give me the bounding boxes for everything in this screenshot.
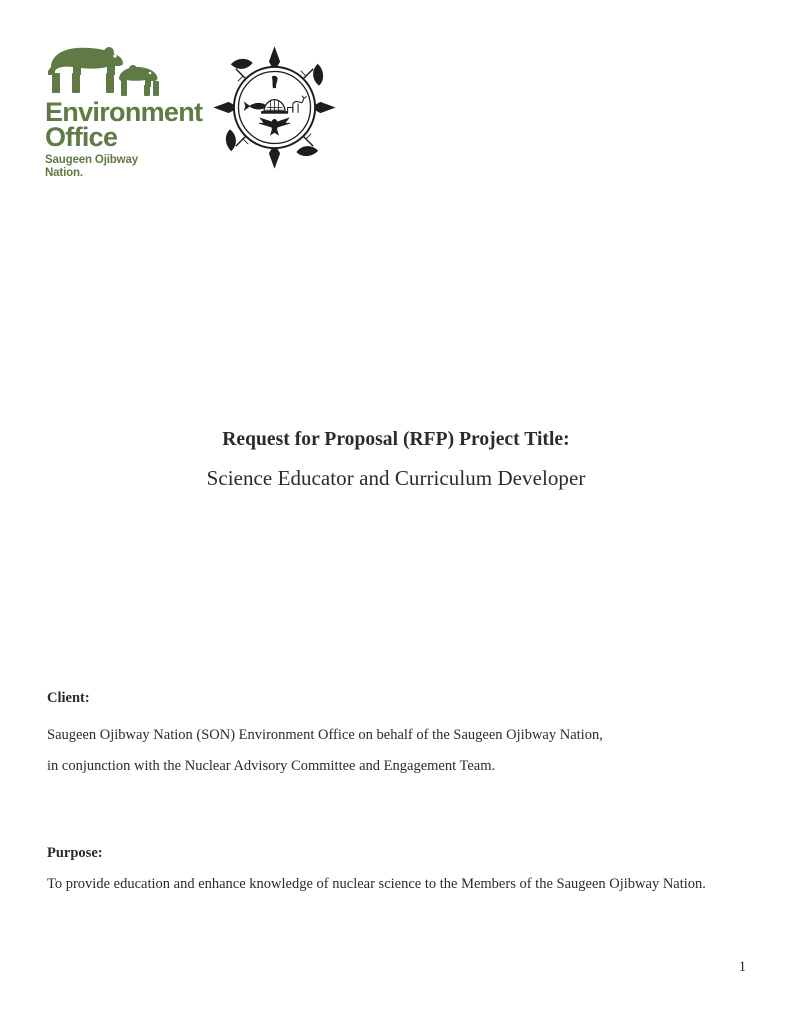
client-body-line1: Saugeen Ojibway Nation (SON) Environment Office on behalf of the Saugeen Ojibway Nation,	[47, 727, 603, 743]
page-title-line1: Request for Proposal (RFP) Project Title:	[222, 429, 570, 450]
purpose-section	[47, 844, 712, 895]
document-title-block	[47, 428, 745, 490]
purpose-body: To provide education and enhance knowledge of nuclear science to the Members of the Saugeen Ojibway Nation.	[47, 876, 706, 892]
environment-office-subtitle	[45, 154, 210, 179]
subtitle-line-saugeen-ojibway: Saugeen Ojibway	[45, 154, 138, 166]
wordmark-line-office: Office	[45, 122, 118, 152]
client-body-line2: in conjunction with the Nuclear Advisory Committee and Engagement Team.	[47, 758, 496, 774]
purpose-label: Purpose:	[47, 845, 103, 861]
header-logo-band	[0, 0, 791, 185]
client-label: Client:	[47, 690, 90, 706]
environment-office-wordmark	[45, 97, 210, 152]
client-body	[47, 720, 719, 782]
saugeen-ojibway-nation-emblem-icon	[209, 42, 340, 173]
page-title-line2: Science Educator and Curriculum Developer	[206, 466, 586, 490]
client-section	[47, 689, 719, 782]
page-number: 1	[738, 959, 746, 975]
subtitle-line-nation: Nation.	[45, 166, 83, 179]
wordmark-line-environment: Environment	[45, 97, 203, 127]
environment-office-logo	[45, 45, 210, 179]
two-bears-icon	[45, 45, 163, 97]
